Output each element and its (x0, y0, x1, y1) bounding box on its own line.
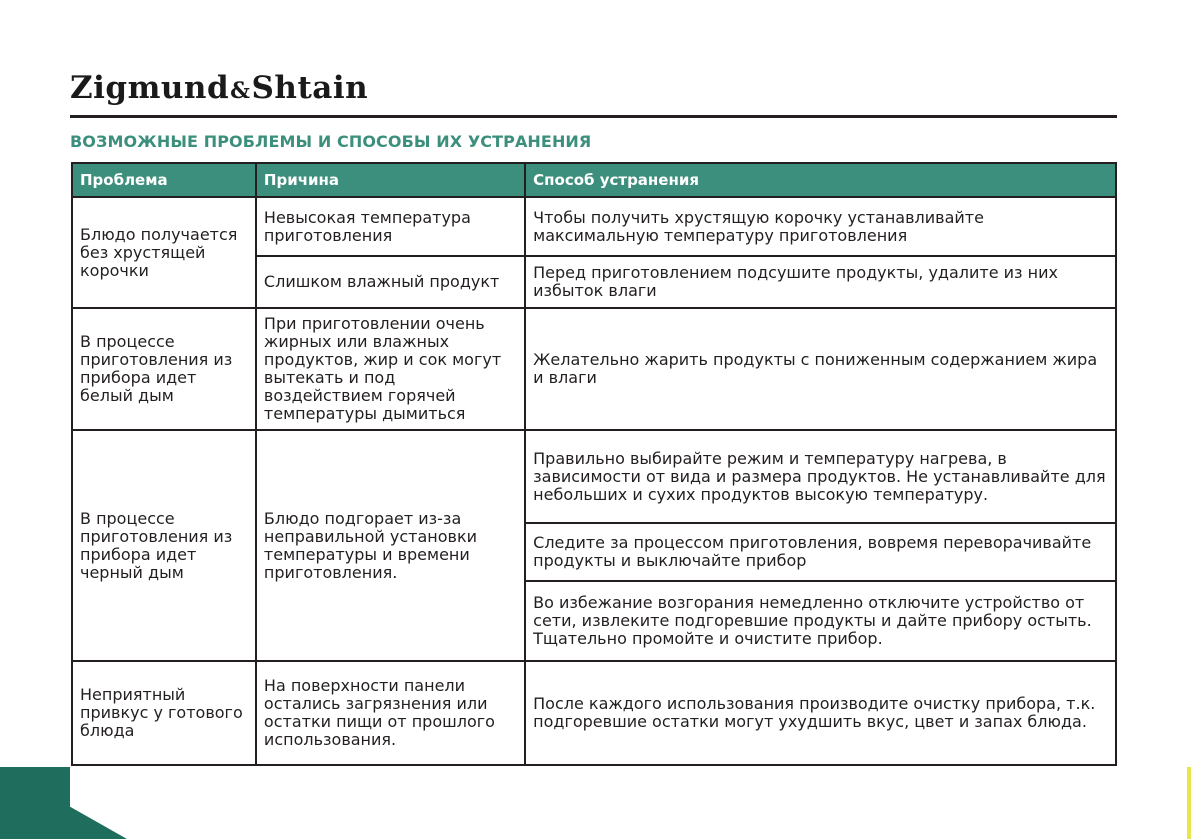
problem-cell: Неприятный привкус у готового блюда (72, 661, 256, 765)
logo-ampersand: & (230, 78, 251, 104)
header-rule (70, 115, 1117, 118)
problem-cell: В процессе приготовления из прибора идет белый дым (72, 308, 256, 430)
cause-cell: Слишком влажный продукт (256, 256, 525, 308)
header-solution: Способ устранения (525, 163, 1116, 197)
problem-cell: В процессе приготовления из прибора идет черный дым (72, 430, 256, 661)
solution-cell: После каждого использования производите очистку прибора, т.к. подгоревшие остатки могут ухудшить вкус, цвет и запах блюда. (525, 661, 1116, 765)
logo-text-2: Shtain (251, 70, 369, 106)
section-title: ВОЗМОЖНЫЕ ПРОБЛЕМЫ И СПОСОБЫ ИХ УСТРАНЕНИЯ (70, 132, 592, 151)
solution-cell: Чтобы получить хрустящую корочку устанавливайте максимальную температуру приготовления (525, 197, 1116, 256)
solution-cell: Перед приготовлением подсушите продукты, удалите из них избыток влаги (525, 256, 1116, 308)
table-row (72, 197, 1116, 256)
table-header-row (72, 163, 1116, 197)
solution-cell: Во избежание возгорания немедленно отключите устройство от сети, извлеките подгоревшие продукты и дайте прибору остыть. Тщательно промойте и очистите прибор. (525, 581, 1116, 661)
cause-cell: Блюдо подгорает из-за неправильной установки температуры и времени приготовления. (256, 430, 525, 661)
table-row (72, 661, 1116, 765)
problem-cell: Блюдо получается без хрустящей корочки (72, 197, 256, 308)
solution-cell: Правильно выбирайте режим и температуру нагрева, в зависимости от вида и размера продуктов. Не устанавливайте для небольших и сухих продуктов высокую температуру. (525, 430, 1116, 523)
logo-text-1: Zigmund (70, 70, 230, 106)
cause-cell: При приготовлении очень жирных или влажных продуктов, жир и сок могут вытекать и под воздействием горячей температуры дымиться (256, 308, 525, 430)
corner-decoration-slope (0, 767, 127, 839)
solution-cell: Следите за процессом приготовления, вовремя переворачивайте продукты и выключайте прибор (525, 523, 1116, 581)
troubleshooting-table (71, 162, 1117, 766)
table-row (72, 430, 1116, 523)
edge-mark (1187, 767, 1191, 839)
header-cause: Причина (256, 163, 525, 197)
table-row (72, 308, 1116, 430)
header-problem: Проблема (72, 163, 256, 197)
solution-cell: Желательно жарить продукты с пониженным содержанием жира и влаги (525, 308, 1116, 430)
cause-cell: На поверхности панели остались загрязнения или остатки пищи от прошлого использования. (256, 661, 525, 765)
brand-logo (70, 70, 368, 106)
cause-cell: Невысокая температура приготовления (256, 197, 525, 256)
